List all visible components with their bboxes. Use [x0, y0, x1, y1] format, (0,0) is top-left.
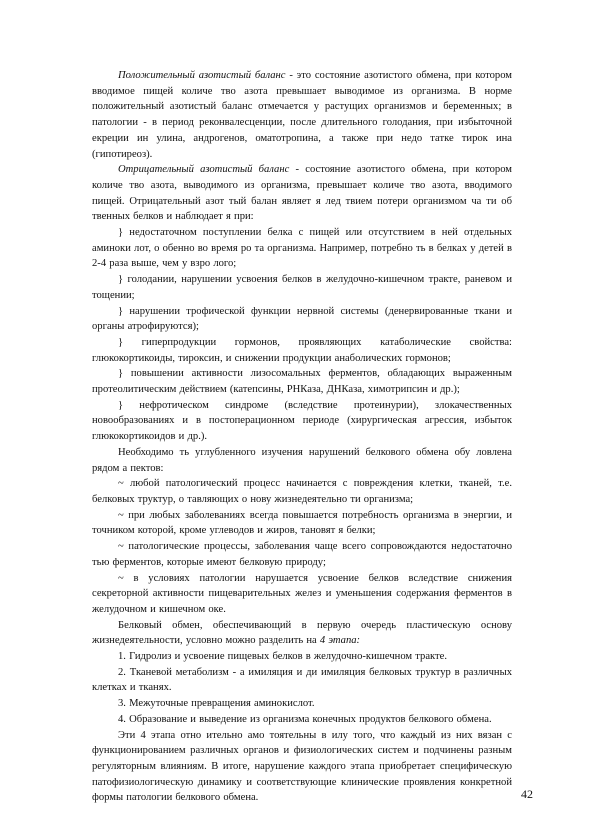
list-item: } нарушении трофической функции нервной системы (денервированные ткани и органы атрофируются);: [92, 305, 512, 333]
stage-item: 1. Гидролиз и усвоение пищевых белков в желудочно-кишечном тракте.: [118, 651, 448, 663]
list-item: ~ при любых заболеваниях всегда повышается потребность организма в энергии, и точником которой, кроме углеводов и жиров, тановят я белки;: [92, 509, 512, 537]
list-item: } голодании, нарушении усвоения белков в желудочно-кишечном тракте, раневом и тощении;: [92, 274, 512, 301]
paragraph-negative-balance: Отрицательный азотистый баланс - состояние азотистого обмена, при котором количе тво азота, выводимого из организма, превышает количе тво азота, вводимого пищей. Отрицательный азот тый балан являет я лед твием потери организмом ча ти об твенных белков и наблюдает я при:: [92, 164, 512, 223]
list-item: ~ любой патологический процесс начинается с повреждения клетки, тканей, т.е. белковых труктур, о тавляющих о нову жизнедеятельно ти организма;: [92, 478, 512, 505]
list-item: ~ в условиях патологии нарушается усвоение белков вследствие снижения секреторной активности пищеварительных желез и уменьшения содержания ферментов в желудочном и кишечном оке.: [92, 572, 512, 615]
paragraph-positive-balance: Положительный азотистый баланс - это состояние азотистого обмена, при котором вводимое пищей количе тво азота превышает выводимое из организма. В норме положительный азотистый баланс отмечается у растущих организмов и беременных; в патологии - в период реконвалесценции, после длительного голодания, при избыточной екреции ин улина, андрогенов, оматотропина, а также при недо татке тирок ина (гипотиреоз).: [92, 70, 512, 160]
list-item: } повышении активности лизосомальных ферментов, обладающих выраженным протеолитическим действием (катепсины, РНКаза, ДНКаза, химотрипсин и др.);: [92, 368, 512, 396]
paragraph-aspects: Необходимо ть углубленного изучения нарушений белкового обмена обу ловлена рядом а пектов:: [92, 446, 512, 474]
page-number: 42: [521, 787, 533, 801]
term-four-stages: 4 этапа:: [319, 635, 361, 647]
paragraph-stages-intro: Белковый обмен, обеспечивающий в первую очередь пластическую основу жизнедеятельности, условно можно разделить на 4 этапа:: [92, 619, 512, 647]
paragraph-conclusion: Эти 4 этапа отно ительно амо тоятельны в илу того, что каждый из них вязан с функционированием различных органов и физиологических систем и подчинены разным регуляторным влияниям. В итоге, нарушение каждого этапа приобретает специфическую патофизиологическую динамику и соответствующие клинические проявления конкретной формы патологии белкового обмена.: [92, 729, 512, 804]
list-item: } гиперпродукции гормонов, проявляющих катаболические свойства: глюкокортикоиды, тироксин, и снижении продукции анаболических гормонов;: [92, 336, 512, 364]
stage-item: 2. Тканевой метаболизм - а имиляция и ди имиляция белковых труктур в различных клетках и тканях.: [92, 666, 512, 694]
list-item: ~ патологические процессы, заболевания чаще всего сопровождаются недостаточно тью ферментов, которые имеют белковую природу;: [92, 541, 512, 568]
list-item: } нефротическом синдроме (вследствие протеинурии), злокачественных новообразованиях и в постоперационном периоде (хирургическая агрессия, избыток глюкокортикоидов и др.).: [92, 399, 512, 443]
body-text: [92, 68, 512, 806]
term-positive-balance: Положительный азотистый баланс: [118, 70, 286, 81]
stage-item: 4. Образование и выведение из организма конечных продуктов белкового обмена.: [118, 713, 492, 725]
term-negative-balance: Отрицательный азотистый баланс: [118, 164, 290, 176]
stage-item: 3. Межуточные превращения аминокислот.: [118, 698, 315, 710]
list-item: } недостаточном поступлении белка с пищей или отсутствием в ней отдельных аминоки лот, о обенно во время ро та организма. Например, потребно ть в белках у детей в 2-4 раза выше, чем у взро лого;: [92, 227, 512, 270]
